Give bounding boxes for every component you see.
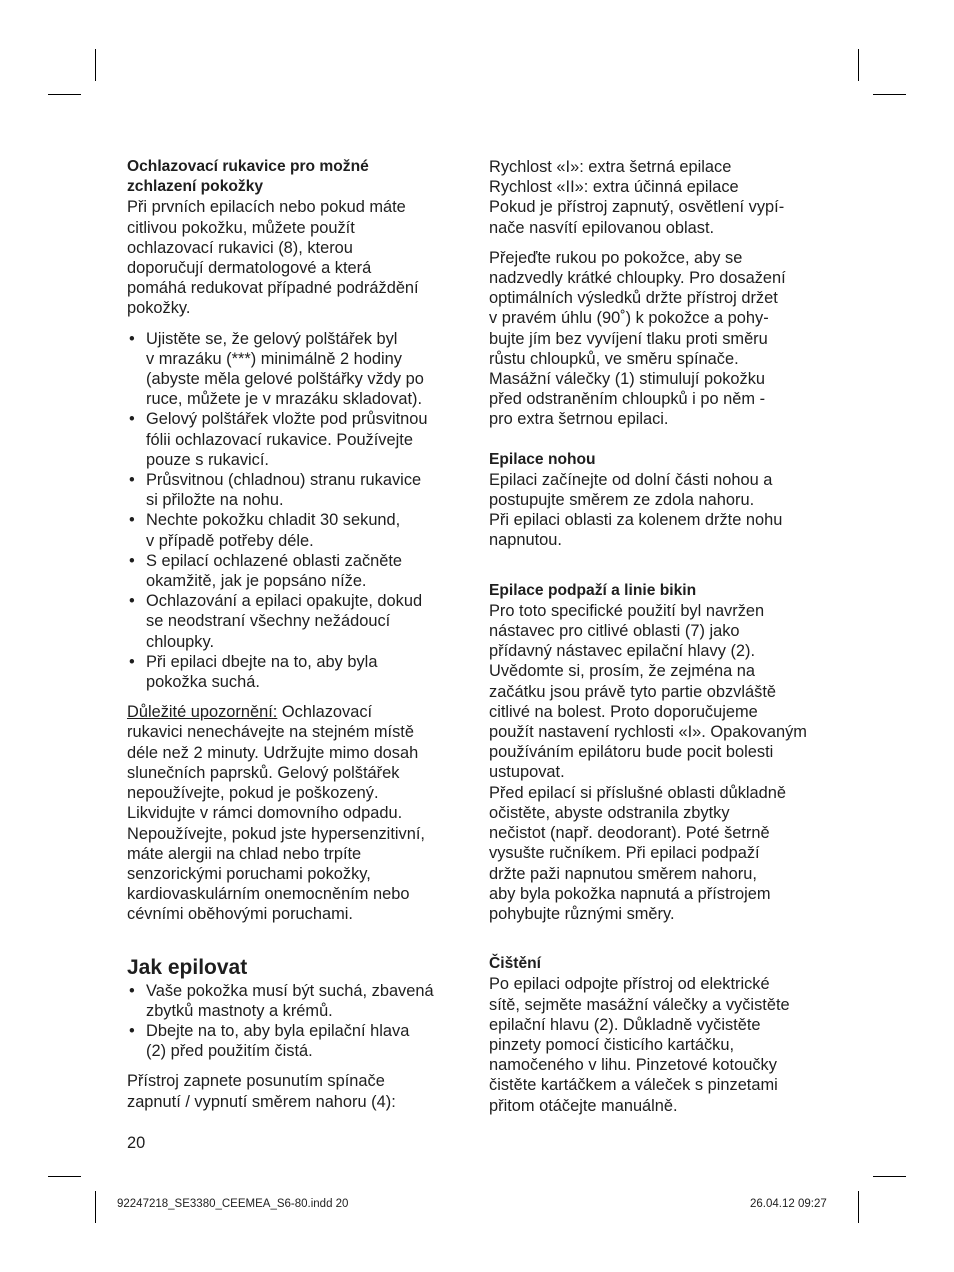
text-line: Přejeďte rukou po pokožce, aby se xyxy=(489,248,743,267)
notice-label: Důležité upozornění: xyxy=(127,703,278,722)
list-item xyxy=(127,652,472,692)
text-line: aby byla pokožka napnutá a přístrojem xyxy=(489,884,771,903)
text-line: slunečních paprsků. Gelový polštářek xyxy=(127,763,400,782)
text-line: v případě potřeby déle. xyxy=(146,531,314,550)
list-item xyxy=(127,591,472,652)
text-line: vysušte ručníkem. Při epilaci podpaží xyxy=(489,844,760,863)
text-line: Před epilací si příslušné oblasti důkladně xyxy=(489,783,787,802)
section-heading-cleaning: Čištění xyxy=(489,955,541,973)
text-line: epilační hlavu (2). Důkladně vyčistěte xyxy=(489,1015,761,1034)
list-item xyxy=(127,329,472,410)
crop-mark xyxy=(873,1176,906,1177)
footer-date: 26.04.12 09:27 xyxy=(750,1198,827,1210)
text-line: držte paži napnutou směrem nahoru, xyxy=(489,864,757,883)
underarm-bikini-text xyxy=(489,601,834,924)
text-line: nače nasvítí epilovanou oblast. xyxy=(489,218,715,237)
text-line: před odstraněním chloupků i po něm - xyxy=(489,390,766,409)
list-item xyxy=(127,981,472,1021)
text-line: • Gelový polštářek vložte pod průsvitnou xyxy=(146,410,428,429)
text-line: Masážní válečky (1) stimulují pokožku xyxy=(489,370,766,389)
crop-mark xyxy=(873,94,906,95)
text-line: Při prvních epilacích nebo pokud máte xyxy=(127,198,406,217)
text-line: sítě, sejměte masážní válečky a vyčistěte xyxy=(489,995,790,1014)
cooling-glove-intro xyxy=(127,197,472,318)
text-line: Uvědomte si, prosím, že zejména na xyxy=(489,662,756,681)
text-line: Nepoužívejte, pokud jste hypersenzitivní, xyxy=(127,824,425,843)
text-line: očistěte, abyste odstranila zbytky xyxy=(489,803,730,822)
text-line: napnutou. xyxy=(489,531,562,550)
cleaning-text xyxy=(489,974,834,1115)
text-line: • S epilací ochlazené oblasti začněte xyxy=(146,551,403,570)
text-line: si přiložte na nohu. xyxy=(146,491,284,510)
text-line: používáním epilátoru bude pocit bolesti xyxy=(489,743,774,762)
text-line: ochlazovací rukavici (8), kterou xyxy=(127,238,353,257)
text-line: začátku jsou právě tyto partie obzvláště xyxy=(489,682,776,701)
text-line: fólii ochlazovací rukavice. Používejte xyxy=(146,430,413,449)
text-line: nečistot (např. deodorant). Poté šetrně xyxy=(489,824,770,843)
text-line: zchlazení pokožky xyxy=(127,178,264,196)
right-column xyxy=(489,157,834,1116)
section-heading-legs: Epilace nohou xyxy=(489,450,596,468)
text-line: nadzvedly krátké chloupky. Pro dosažení xyxy=(489,269,786,288)
text-line: rukavici nenechávejte na stejném místě xyxy=(127,723,414,742)
crop-mark xyxy=(858,1191,859,1223)
text-line: nástavec pro citlivé oblasti (7) jako xyxy=(489,622,740,641)
switch-on-instruction xyxy=(127,1071,472,1111)
text-line: čistěte kartáčkem a váleček s pinzetami xyxy=(489,1076,778,1095)
text-line: optimálních výsledků držte přístroj držet xyxy=(489,289,778,308)
text-line: citlivé na bolest. Proto doporučujeme xyxy=(489,702,758,721)
page-number: 20 xyxy=(127,1134,146,1152)
text-line: Při epilaci oblasti za kolenem držte nohu xyxy=(489,511,783,530)
text-line: máte alergii na chlad nebo trpíte xyxy=(127,844,362,863)
text-line: použít nastavení rychlosti «I». Opakovaným xyxy=(489,723,807,742)
section-title-how-to-epilate: Jak epilovat xyxy=(127,955,248,979)
speed-settings xyxy=(489,157,834,238)
text-line: Rychlost «I»: extra šetrná epilace xyxy=(489,158,732,176)
text-line: Rychlost «II»: extra účinná epilace xyxy=(489,178,739,197)
text-line: • Vaše pokožka musí být suchá, zbavená xyxy=(146,981,434,1000)
text-line: pokožky. xyxy=(127,299,191,318)
text-line: nepoužívejte, pokud je poškozený. xyxy=(127,784,379,803)
epilation-technique xyxy=(489,248,834,430)
list-item xyxy=(127,409,472,470)
crop-mark xyxy=(48,1176,81,1177)
text-line: pomáhá redukovat případné podráždění xyxy=(127,279,419,298)
text-line: přídavný nástavec epilační hlavy (2). xyxy=(489,642,756,661)
text-line: v pravém úhlu (90˚) k pokožce a pohy- xyxy=(489,309,769,328)
text-line: zbytků mastnoty a krémů. xyxy=(146,1001,333,1020)
text-line: • Dbejte na to, aby byla epilační hlava xyxy=(146,1021,410,1040)
list-item xyxy=(127,551,472,591)
text-line: Epilaci začínejte od dolní části nohou a xyxy=(489,470,773,489)
text-line: v mrazáku (***) minimálně 2 hodiny xyxy=(146,349,402,368)
text-line: přitom otáčejte manuálně. xyxy=(489,1096,678,1115)
important-notice xyxy=(127,702,472,924)
text-line: Likvidujte v rámci domovního odpadu. xyxy=(127,804,403,823)
text-line: • Průsvitnou (chladnou) stranu rukavice xyxy=(146,471,422,490)
text-line: • Ochlazování a epilaci opakujte, dokud xyxy=(146,592,423,611)
legs-text xyxy=(489,470,834,551)
text-line: pouze s rukavicí. xyxy=(146,450,269,469)
text-line: pokožka suchá. xyxy=(146,673,260,692)
text-line: pinzety pomocí čisticího kartáčku, xyxy=(489,1035,735,1054)
text-line: (2) před použitím čistá. xyxy=(146,1042,313,1061)
text-line: • Ujistěte se, že gelový polštářek byl xyxy=(146,329,398,348)
text-line: citlivou pokožku, můžete použít xyxy=(127,218,355,237)
footer-file-info: 92247218_SE3380_CEEMEA_S6-80.indd 20 xyxy=(117,1198,349,1210)
cooling-steps-list xyxy=(127,329,472,693)
text-line: (abyste měla gelové polštářky vždy po xyxy=(146,370,424,389)
text-line: chloupky. xyxy=(146,632,215,651)
text-line: se neodstraní všechny nežádoucí xyxy=(146,612,391,631)
list-item xyxy=(127,470,472,510)
text-line: bujte jím bez vyvíjení tlaku proti směru xyxy=(489,329,768,348)
text-line: Pro toto specifické použití byl navržen xyxy=(489,601,765,620)
text-line: Ochlazovací rukavice pro možné xyxy=(127,158,369,175)
text-line: Pokud je přístroj zapnutý, osvětlení vypí- xyxy=(489,198,785,217)
text-line: Přístroj zapnete posunutím spínače xyxy=(127,1072,385,1091)
text-line: kardiovaskulárním onemocněním nebo xyxy=(127,885,410,904)
text-line: namočeného v lihu. Pinzetové kotoučky xyxy=(489,1056,777,1075)
crop-mark xyxy=(48,94,81,95)
crop-mark xyxy=(95,1191,96,1223)
text-line: • Při epilaci dbejte na to, aby byla xyxy=(146,652,378,671)
crop-mark xyxy=(95,49,96,81)
text-line: postupujte směrem ze zdola nahoru. xyxy=(489,491,755,510)
text-line: ruce, můžete je v mrazáku skladovat). xyxy=(146,390,423,409)
list-item xyxy=(127,1021,472,1061)
text-line: ustupovat. xyxy=(489,763,565,782)
text-line: cévními oběhovými poruchami. xyxy=(127,905,353,924)
text-line: Po epilaci odpojte přístroj od elektrické xyxy=(489,975,770,994)
list-item xyxy=(127,510,472,550)
left-column xyxy=(127,157,472,1112)
text-line: senzorickými poruchami pokožky, xyxy=(127,864,371,883)
text-line: Důležité upozornění: Ochlazovací xyxy=(127,703,373,722)
text-line: pohybujte různými směry. xyxy=(489,904,675,923)
text-line: růstu chloupků, ve směru spínače. xyxy=(489,349,739,368)
text-line: déle než 2 minuty. Udržujte mimo dosah xyxy=(127,743,419,762)
crop-mark xyxy=(858,49,859,81)
text-line: pro extra šetrnou epilaci. xyxy=(489,410,669,429)
text-line: okamžitě, jak je popsáno níže. xyxy=(146,572,367,591)
text-line: doporučují dermatologové a která xyxy=(127,259,372,278)
text-line: • Nechte pokožku chladit 30 sekund, xyxy=(146,511,401,530)
section-heading-cooling-glove xyxy=(127,157,472,197)
preparation-list xyxy=(127,981,472,1062)
section-heading-underarm-bikini: Epilace podpaží a linie bikin xyxy=(489,581,697,599)
text-line: zapnutí / vypnutí směrem nahoru (4): xyxy=(127,1092,396,1111)
